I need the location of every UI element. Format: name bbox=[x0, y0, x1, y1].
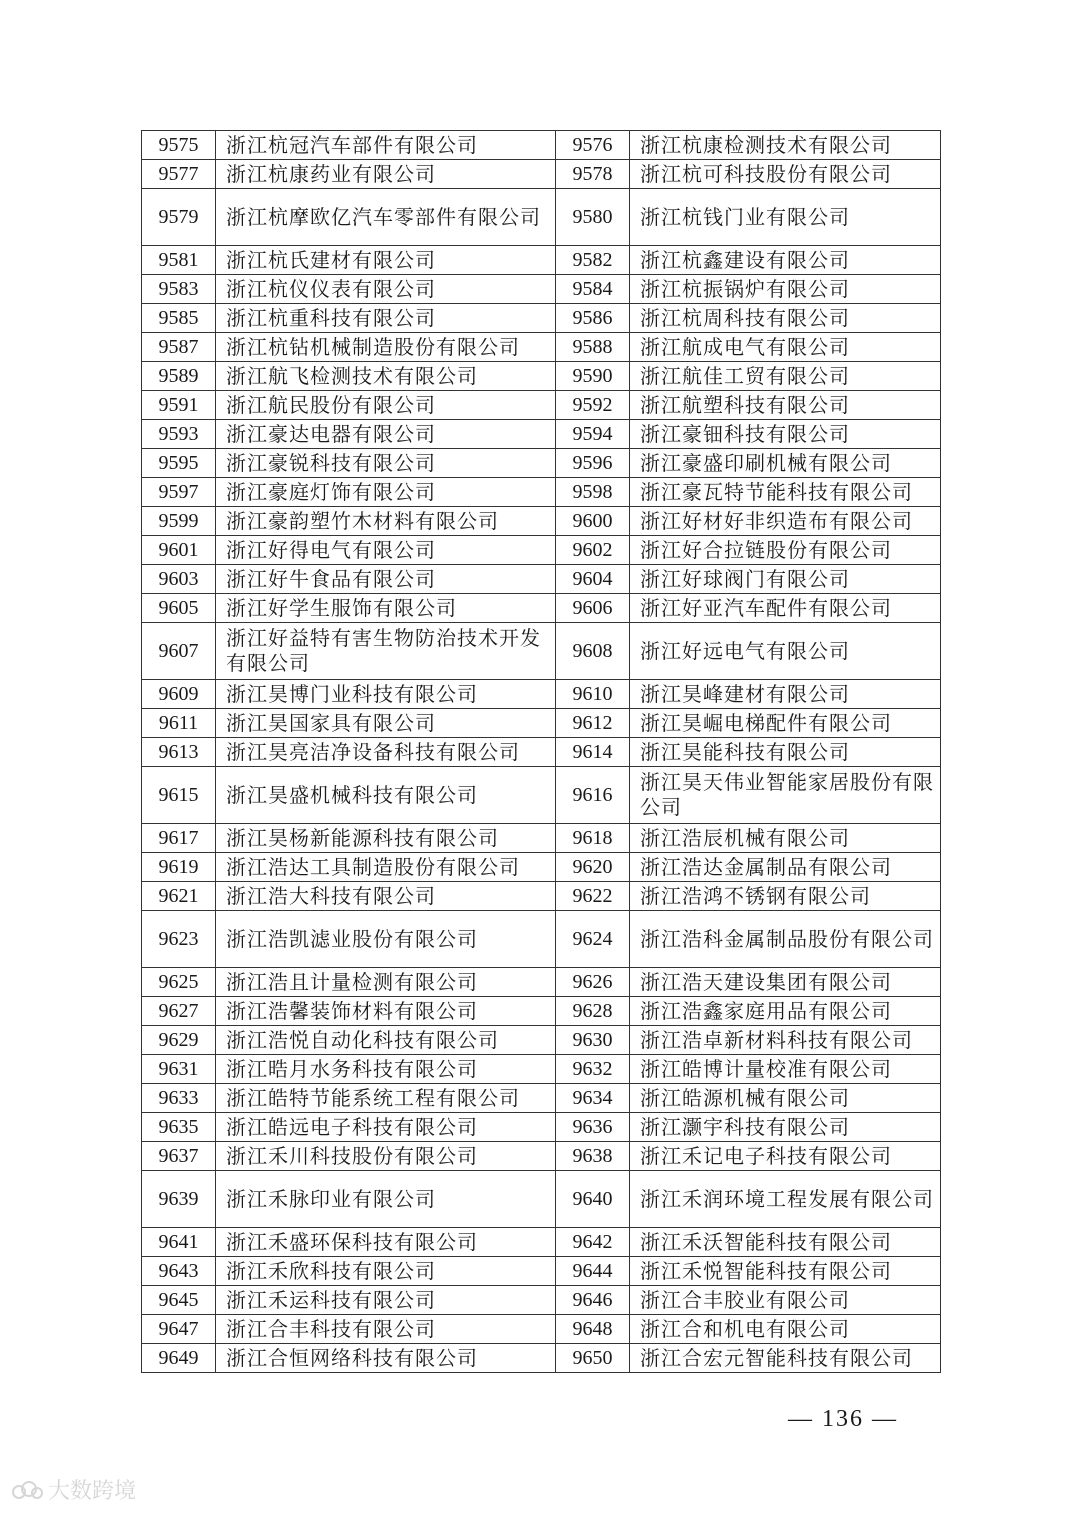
company-name: 浙江航飞检测技术有限公司 bbox=[216, 362, 556, 391]
company-name: 浙江昊峰建材有限公司 bbox=[630, 680, 941, 709]
company-name: 浙江航塑科技有限公司 bbox=[630, 391, 941, 420]
entry-number: 9615 bbox=[142, 767, 216, 824]
entry-number: 9582 bbox=[556, 246, 630, 275]
table-row bbox=[142, 738, 941, 767]
entry-number: 9587 bbox=[142, 333, 216, 362]
entry-number: 9598 bbox=[556, 478, 630, 507]
table-row bbox=[142, 1113, 941, 1142]
table-row bbox=[142, 853, 941, 882]
table-row bbox=[142, 1142, 941, 1171]
table-row bbox=[142, 968, 941, 997]
entry-number: 9614 bbox=[556, 738, 630, 767]
company-name: 浙江杭重科技有限公司 bbox=[216, 304, 556, 333]
entry-number: 9649 bbox=[142, 1344, 216, 1373]
company-name: 浙江豪锐科技有限公司 bbox=[216, 449, 556, 478]
entry-number: 9613 bbox=[142, 738, 216, 767]
entry-number: 9612 bbox=[556, 709, 630, 738]
table-row bbox=[142, 131, 941, 160]
table-row bbox=[142, 565, 941, 594]
company-name: 浙江皓源机械有限公司 bbox=[630, 1084, 941, 1113]
company-name: 浙江禾运科技有限公司 bbox=[216, 1286, 556, 1315]
company-name: 浙江好得电气有限公司 bbox=[216, 536, 556, 565]
company-name: 浙江禾川科技股份有限公司 bbox=[216, 1142, 556, 1171]
table-row bbox=[142, 709, 941, 738]
entry-number: 9593 bbox=[142, 420, 216, 449]
company-name: 浙江杭周科技有限公司 bbox=[630, 304, 941, 333]
entry-number: 9642 bbox=[556, 1228, 630, 1257]
entry-number: 9576 bbox=[556, 131, 630, 160]
entry-number: 9637 bbox=[142, 1142, 216, 1171]
table-row bbox=[142, 911, 941, 968]
company-name: 浙江皓远电子科技有限公司 bbox=[216, 1113, 556, 1142]
entry-number: 9594 bbox=[556, 420, 630, 449]
table-row bbox=[142, 1171, 941, 1228]
company-name: 浙江皓特节能系统工程有限公司 bbox=[216, 1084, 556, 1113]
company-name: 浙江灏宇科技有限公司 bbox=[630, 1113, 941, 1142]
table-row bbox=[142, 824, 941, 853]
entry-number: 9621 bbox=[142, 882, 216, 911]
table-row bbox=[142, 882, 941, 911]
table-row bbox=[142, 160, 941, 189]
entry-number: 9638 bbox=[556, 1142, 630, 1171]
table-row bbox=[142, 1026, 941, 1055]
entry-number: 9647 bbox=[142, 1315, 216, 1344]
company-name: 浙江好球阀门有限公司 bbox=[630, 565, 941, 594]
company-name: 浙江杭摩欧亿汽车零部件有限公司 bbox=[216, 189, 556, 246]
company-name: 浙江禾记电子科技有限公司 bbox=[630, 1142, 941, 1171]
company-name: 浙江好合拉链股份有限公司 bbox=[630, 536, 941, 565]
company-name: 浙江浩且计量检测有限公司 bbox=[216, 968, 556, 997]
company-name: 浙江杭鑫建设有限公司 bbox=[630, 246, 941, 275]
company-name: 浙江合丰胶业有限公司 bbox=[630, 1286, 941, 1315]
company-name: 浙江禾润环境工程发展有限公司 bbox=[630, 1171, 941, 1228]
entry-number: 9600 bbox=[556, 507, 630, 536]
entry-number: 9628 bbox=[556, 997, 630, 1026]
table-row bbox=[142, 594, 941, 623]
company-name: 浙江合恒网络科技有限公司 bbox=[216, 1344, 556, 1373]
company-name: 浙江杭振锅炉有限公司 bbox=[630, 275, 941, 304]
entry-number: 9583 bbox=[142, 275, 216, 304]
company-name: 浙江杭氏建材有限公司 bbox=[216, 246, 556, 275]
entry-number: 9580 bbox=[556, 189, 630, 246]
watermark-text: 大数跨境 bbox=[48, 1479, 137, 1504]
entry-number: 9633 bbox=[142, 1084, 216, 1113]
company-name: 浙江昊国家具有限公司 bbox=[216, 709, 556, 738]
entry-number: 9584 bbox=[556, 275, 630, 304]
entry-number: 9632 bbox=[556, 1055, 630, 1084]
company-name: 浙江皓博计量校准有限公司 bbox=[630, 1055, 941, 1084]
company-name: 浙江好材好非织造布有限公司 bbox=[630, 507, 941, 536]
entry-number: 9607 bbox=[142, 623, 216, 680]
table-row bbox=[142, 275, 941, 304]
company-name: 浙江昊能科技有限公司 bbox=[630, 738, 941, 767]
entry-number: 9588 bbox=[556, 333, 630, 362]
entry-number: 9579 bbox=[142, 189, 216, 246]
entry-number: 9627 bbox=[142, 997, 216, 1026]
entry-number: 9609 bbox=[142, 680, 216, 709]
entry-number: 9586 bbox=[556, 304, 630, 333]
entry-number: 9610 bbox=[556, 680, 630, 709]
company-name: 浙江合和机电有限公司 bbox=[630, 1315, 941, 1344]
table-row bbox=[142, 478, 941, 507]
table-row bbox=[142, 997, 941, 1026]
entry-number: 9606 bbox=[556, 594, 630, 623]
company-name: 浙江杭康药业有限公司 bbox=[216, 160, 556, 189]
entry-number: 9622 bbox=[556, 882, 630, 911]
entry-number: 9623 bbox=[142, 911, 216, 968]
entry-number: 9625 bbox=[142, 968, 216, 997]
entry-number: 9577 bbox=[142, 160, 216, 189]
entry-number: 9631 bbox=[142, 1055, 216, 1084]
entry-number: 9639 bbox=[142, 1171, 216, 1228]
company-name: 浙江禾脉印业有限公司 bbox=[216, 1171, 556, 1228]
company-name: 浙江杭冠汽车部件有限公司 bbox=[216, 131, 556, 160]
table-row bbox=[142, 246, 941, 275]
company-name: 浙江航成电气有限公司 bbox=[630, 333, 941, 362]
table-row bbox=[142, 362, 941, 391]
entry-number: 9601 bbox=[142, 536, 216, 565]
table-row bbox=[142, 507, 941, 536]
company-name: 浙江昊天伟业智能家居股份有限公司 bbox=[630, 767, 941, 824]
company-name: 浙江浩悦自动化科技有限公司 bbox=[216, 1026, 556, 1055]
entry-number: 9592 bbox=[556, 391, 630, 420]
company-name: 浙江好亚汽车配件有限公司 bbox=[630, 594, 941, 623]
company-name: 浙江浩鸿不锈钢有限公司 bbox=[630, 882, 941, 911]
company-name: 浙江浩达金属制品有限公司 bbox=[630, 853, 941, 882]
page-number: — 136 — bbox=[788, 1406, 898, 1432]
company-name: 浙江禾悦智能科技有限公司 bbox=[630, 1257, 941, 1286]
company-name: 浙江浩凯滤业股份有限公司 bbox=[216, 911, 556, 968]
entry-number: 9643 bbox=[142, 1257, 216, 1286]
cloud-logo-icon bbox=[10, 1479, 44, 1501]
company-name: 浙江浩达工具制造股份有限公司 bbox=[216, 853, 556, 882]
entry-number: 9617 bbox=[142, 824, 216, 853]
table-row bbox=[142, 1228, 941, 1257]
company-name: 浙江合丰科技有限公司 bbox=[216, 1315, 556, 1344]
company-name: 浙江禾沃智能科技有限公司 bbox=[630, 1228, 941, 1257]
company-name: 浙江昊盛机械科技有限公司 bbox=[216, 767, 556, 824]
entry-number: 9596 bbox=[556, 449, 630, 478]
entry-number: 9597 bbox=[142, 478, 216, 507]
watermark bbox=[10, 1474, 136, 1505]
entry-number: 9619 bbox=[142, 853, 216, 882]
table-row bbox=[142, 1084, 941, 1113]
entry-number: 9624 bbox=[556, 911, 630, 968]
company-name: 浙江航民股份有限公司 bbox=[216, 391, 556, 420]
company-name: 浙江昊博门业科技有限公司 bbox=[216, 680, 556, 709]
company-name: 浙江晧月水务科技有限公司 bbox=[216, 1055, 556, 1084]
entry-number: 9640 bbox=[556, 1171, 630, 1228]
company-name: 浙江好牛食品有限公司 bbox=[216, 565, 556, 594]
entry-number: 9646 bbox=[556, 1286, 630, 1315]
entry-number: 9650 bbox=[556, 1344, 630, 1373]
company-name: 浙江杭康检测技术有限公司 bbox=[630, 131, 941, 160]
entry-number: 9589 bbox=[142, 362, 216, 391]
company-name: 浙江好学生服饰有限公司 bbox=[216, 594, 556, 623]
table-row bbox=[142, 1315, 941, 1344]
company-name: 浙江豪庭灯饰有限公司 bbox=[216, 478, 556, 507]
company-name: 浙江杭可科技股份有限公司 bbox=[630, 160, 941, 189]
table-row bbox=[142, 449, 941, 478]
entry-number: 9618 bbox=[556, 824, 630, 853]
table-row bbox=[142, 1055, 941, 1084]
company-name: 浙江豪达电器有限公司 bbox=[216, 420, 556, 449]
table-row bbox=[142, 304, 941, 333]
entry-number: 9611 bbox=[142, 709, 216, 738]
entry-number: 9645 bbox=[142, 1286, 216, 1315]
table-row bbox=[142, 420, 941, 449]
entry-number: 9636 bbox=[556, 1113, 630, 1142]
table-row bbox=[142, 333, 941, 362]
company-name: 浙江禾欣科技有限公司 bbox=[216, 1257, 556, 1286]
entry-number: 9575 bbox=[142, 131, 216, 160]
company-name: 浙江昊亮洁净设备科技有限公司 bbox=[216, 738, 556, 767]
entry-number: 9603 bbox=[142, 565, 216, 594]
entry-number: 9591 bbox=[142, 391, 216, 420]
company-name: 浙江浩馨装饰材料有限公司 bbox=[216, 997, 556, 1026]
table-row bbox=[142, 189, 941, 246]
entry-number: 9635 bbox=[142, 1113, 216, 1142]
entry-number: 9634 bbox=[556, 1084, 630, 1113]
table-row bbox=[142, 1344, 941, 1373]
table-row bbox=[142, 767, 941, 824]
entry-number: 9585 bbox=[142, 304, 216, 333]
company-name: 浙江浩卓新材料科技有限公司 bbox=[630, 1026, 941, 1055]
company-name: 浙江豪瓦特节能科技有限公司 bbox=[630, 478, 941, 507]
entry-number: 9630 bbox=[556, 1026, 630, 1055]
company-name: 浙江浩大科技有限公司 bbox=[216, 882, 556, 911]
company-name: 浙江禾盛环保科技有限公司 bbox=[216, 1228, 556, 1257]
company-name: 浙江豪钿科技有限公司 bbox=[630, 420, 941, 449]
entry-number: 9644 bbox=[556, 1257, 630, 1286]
company-name: 浙江杭钱门业有限公司 bbox=[630, 189, 941, 246]
company-name: 浙江杭仪仪表有限公司 bbox=[216, 275, 556, 304]
table-row bbox=[142, 536, 941, 565]
table-row bbox=[142, 623, 941, 680]
entry-number: 9616 bbox=[556, 767, 630, 824]
entry-number: 9581 bbox=[142, 246, 216, 275]
company-list-table bbox=[141, 130, 941, 1373]
entry-number: 9604 bbox=[556, 565, 630, 594]
company-name: 浙江好远电气有限公司 bbox=[630, 623, 941, 680]
entry-number: 9590 bbox=[556, 362, 630, 391]
company-name: 浙江合宏元智能科技有限公司 bbox=[630, 1344, 941, 1373]
table-row bbox=[142, 1286, 941, 1315]
entry-number: 9608 bbox=[556, 623, 630, 680]
entry-number: 9620 bbox=[556, 853, 630, 882]
company-name: 浙江豪盛印刷机械有限公司 bbox=[630, 449, 941, 478]
company-name: 浙江昊杨新能源科技有限公司 bbox=[216, 824, 556, 853]
entry-number: 9578 bbox=[556, 160, 630, 189]
table-row bbox=[142, 1257, 941, 1286]
entry-number: 9602 bbox=[556, 536, 630, 565]
entry-number: 9629 bbox=[142, 1026, 216, 1055]
entry-number: 9626 bbox=[556, 968, 630, 997]
company-name: 浙江好益特有害生物防治技术开发有限公司 bbox=[216, 623, 556, 680]
entry-number: 9648 bbox=[556, 1315, 630, 1344]
company-name: 浙江豪韵塑竹木材料有限公司 bbox=[216, 507, 556, 536]
company-name: 浙江航佳工贸有限公司 bbox=[630, 362, 941, 391]
entry-number: 9641 bbox=[142, 1228, 216, 1257]
table-row bbox=[142, 680, 941, 709]
company-name: 浙江浩鑫家庭用品有限公司 bbox=[630, 997, 941, 1026]
company-name: 浙江浩科金属制品股份有限公司 bbox=[630, 911, 941, 968]
company-name: 浙江浩辰机械有限公司 bbox=[630, 824, 941, 853]
table-row bbox=[142, 391, 941, 420]
company-name: 浙江浩天建设集团有限公司 bbox=[630, 968, 941, 997]
company-name: 浙江昊崛电梯配件有限公司 bbox=[630, 709, 941, 738]
entry-number: 9595 bbox=[142, 449, 216, 478]
entry-number: 9605 bbox=[142, 594, 216, 623]
entry-number: 9599 bbox=[142, 507, 216, 536]
company-name: 浙江杭钻机械制造股份有限公司 bbox=[216, 333, 556, 362]
